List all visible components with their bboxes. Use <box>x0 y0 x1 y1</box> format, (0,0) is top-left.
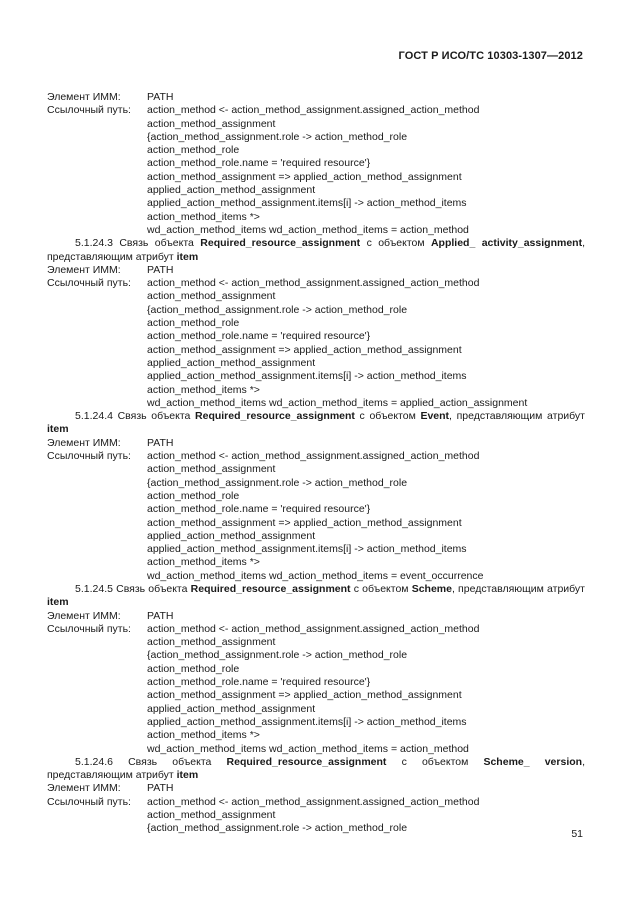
path-line: {action_method_assignment.role -> action_method_role <box>147 476 408 489</box>
path-line: action_method_assignment => applied_action_method_assignment <box>147 343 462 356</box>
element-value: PATH <box>147 609 174 622</box>
path-line: action_method_role <box>147 662 240 675</box>
path-line: {action_method_assignment.role -> action_method_role <box>147 130 408 143</box>
section-heading: 5.1.24.6 Связь объекта Required_resource_assignment с объектом Scheme_ version, представляющим атрибут item <box>47 755 585 782</box>
ref-path-label: Ссылочный путь: <box>47 104 131 117</box>
element-value: PATH <box>147 91 174 103</box>
section-5-1-24-5 <box>47 583 585 756</box>
path-line: action_method_assignment => applied_action_method_assignment <box>147 516 462 529</box>
element-value: PATH <box>147 436 174 449</box>
path-line: action_method <- action_method_assignment.assigned_action_method <box>147 795 480 808</box>
path-line: wd_action_method_items wd_action_method_items = action_method <box>147 223 469 236</box>
mapping-block <box>47 91 585 237</box>
page-header: ГОСТ Р ИСО/ТС 10303-1307—2012 <box>398 50 583 62</box>
path-line: action_method_items *> <box>147 383 260 396</box>
section-heading: 5.1.24.5 Связь объекта Required_resource_assignment с объектом Scheme, представляющим атрибут item <box>47 582 585 609</box>
path-line: action_method_assignment => applied_action_method_assignment <box>147 170 462 183</box>
path-line: wd_action_method_items wd_action_method_items = applied_action_assignment <box>147 396 528 409</box>
section-5-1-24-4 <box>47 410 585 583</box>
path-line: action_method_role.name = 'required resource'} <box>147 330 371 343</box>
path-line: action_method_role.name = 'required resource'} <box>147 503 371 516</box>
section-5-1-24-6 <box>47 756 585 836</box>
path-line: applied_action_method_assignment <box>147 702 316 715</box>
path-line: action_method_role.name = 'required resource'} <box>147 157 371 170</box>
element-row <box>47 91 585 104</box>
path-line: applied_action_method_assignment <box>147 529 316 542</box>
element-value: PATH <box>147 782 174 795</box>
path-line: action_method_items *> <box>147 556 260 569</box>
path-line: action_method <- action_method_assignment.assigned_action_method <box>147 622 480 635</box>
path-line: action_method_assignment <box>147 636 276 649</box>
element-label: Элемент ИММ: <box>47 91 121 103</box>
path-line: applied_action_method_assignment.items[i] -> action_method_items <box>147 197 467 210</box>
ref-path-label: Ссылочный путь: <box>47 622 131 635</box>
element-label: Элемент ИММ: <box>47 436 121 449</box>
path-line: wd_action_method_items wd_action_method_items = action_method <box>147 742 469 755</box>
page-number: 51 <box>571 828 583 840</box>
path-line: {action_method_assignment.role -> action_method_role <box>147 649 408 662</box>
document-body <box>47 91 585 836</box>
path-row <box>47 277 585 290</box>
path-line: action_method_role <box>147 317 240 330</box>
element-row <box>47 610 585 623</box>
path-line: action_method_assignment <box>147 809 276 822</box>
path-line: action_method_assignment <box>147 117 276 130</box>
path-line: action_method_assignment <box>147 463 276 476</box>
path-row <box>47 450 585 463</box>
element-row <box>47 264 585 277</box>
path-line: action_method_assignment => applied_action_method_assignment <box>147 689 462 702</box>
element-row <box>47 437 585 450</box>
path-line: action_method <- action_method_assignment.assigned_action_method <box>147 450 480 463</box>
path-line: action_method <- action_method_assignment.assigned_action_method <box>147 104 480 117</box>
path-row <box>47 623 585 636</box>
element-label: Элемент ИММ: <box>47 782 121 795</box>
section-5-1-24-3 <box>47 237 585 410</box>
section-heading: 5.1.24.3 Связь объекта Required_resource_assignment с объектом Applied_ activity_assignment, представляющим атрибут item <box>47 237 585 263</box>
path-line: action_method_items *> <box>147 210 260 223</box>
path-line: wd_action_method_items wd_action_method_items = event_occurrence <box>147 569 484 582</box>
path-row <box>47 104 585 117</box>
path-line: action_method_role <box>147 144 240 157</box>
path-line: action_method_items *> <box>147 729 260 742</box>
path-line: action_method_role.name = 'required resource'} <box>147 676 371 689</box>
element-value: PATH <box>147 263 174 276</box>
path-line: applied_action_method_assignment <box>147 356 316 369</box>
path-line: action_method_role <box>147 489 240 502</box>
ref-path-label: Ссылочный путь: <box>47 277 131 290</box>
section-heading: 5.1.24.4 Связь объекта Required_resource_assignment с объектом Event, представляющим атрибут item <box>47 410 585 436</box>
path-line: {action_method_assignment.role -> action_method_role <box>147 822 408 835</box>
path-line: applied_action_method_assignment.items[i] -> action_method_items <box>147 543 467 556</box>
ref-path-label: Ссылочный путь: <box>47 450 131 463</box>
path-line: {action_method_assignment.role -> action_method_role <box>147 303 408 316</box>
path-line: action_method <- action_method_assignment.assigned_action_method <box>147 277 480 290</box>
element-label: Элемент ИММ: <box>47 609 121 622</box>
path-line: applied_action_method_assignment.items[i] -> action_method_items <box>147 715 467 728</box>
path-line: action_method_assignment <box>147 290 276 303</box>
element-label: Элемент ИММ: <box>47 263 121 276</box>
path-row <box>47 796 585 809</box>
path-line: applied_action_method_assignment <box>147 184 316 197</box>
path-line: applied_action_method_assignment.items[i] -> action_method_items <box>147 370 467 383</box>
element-row <box>47 782 585 795</box>
ref-path-label: Ссылочный путь: <box>47 795 131 808</box>
